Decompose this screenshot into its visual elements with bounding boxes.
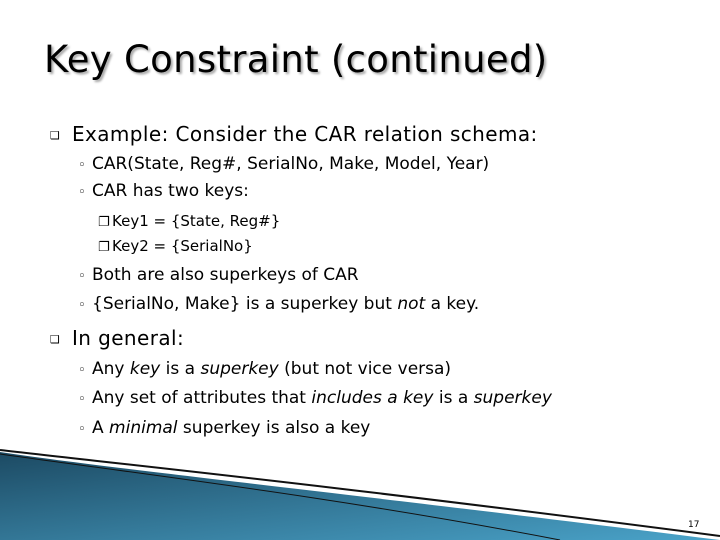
swoosh-shape <box>0 452 720 540</box>
sub-bullet-minimal-superkey <box>78 418 370 438</box>
emphasis-text: includes a key <box>311 388 434 408</box>
text-segment: Any <box>92 359 130 379</box>
text-segment: Any set of attributes that <box>92 388 312 408</box>
sub-bullet-text: CAR has two keys: <box>92 181 249 201</box>
text-segment: is a <box>433 388 474 408</box>
page-number: 17 <box>688 520 700 530</box>
sub-bullet-marker-icon: ◦ <box>78 185 86 200</box>
sub-bullet-marker-icon: ◦ <box>78 422 86 437</box>
bullet-marker-icon: ❑ <box>50 333 60 346</box>
decorative-swoosh <box>0 440 720 540</box>
text-segment: is a <box>160 359 201 379</box>
text-segment: a key. <box>425 294 480 314</box>
sub-bullet-marker-icon: ◦ <box>78 269 86 284</box>
emphasis-text: superkey <box>473 388 552 408</box>
sub-bullet-marker-icon: ◦ <box>78 363 86 378</box>
key-text: Key1 = {State, Reg#} <box>112 212 281 230</box>
key-item-1 <box>98 212 280 230</box>
sub-bullet-marker-icon: ◦ <box>78 392 86 407</box>
emphasis-text: key <box>129 359 161 379</box>
emphasis-text: not <box>397 294 426 314</box>
text-segment: {SerialNo, Make} is a superkey but <box>92 294 398 314</box>
text-segment: superkey is also a key <box>177 418 371 438</box>
sub-bullet-marker-icon: ◦ <box>78 298 86 313</box>
emphasis-text: superkey <box>200 359 279 379</box>
sub-bullet-text: Both are also superkeys of CAR <box>92 265 359 285</box>
key-item-2 <box>98 237 253 255</box>
key-marker-icon: ❐ <box>98 215 110 230</box>
sub-bullet-also-superkeys <box>78 265 359 285</box>
sub-bullet-includes-key <box>78 388 552 408</box>
sub-bullet-key-superkey <box>78 359 451 379</box>
sub-bullet-superkey-not-key <box>78 294 479 314</box>
sub-bullet-two-keys <box>78 181 249 201</box>
text-segment: A <box>92 418 110 438</box>
key-marker-icon: ❐ <box>98 240 110 255</box>
bullet-text: In general: <box>72 326 185 350</box>
sub-bullet-text: CAR(State, Reg#, SerialNo, Make, Model, Year) <box>92 154 490 174</box>
text-segment: (but not vice versa) <box>278 359 452 379</box>
sub-bullet-car-schema <box>78 154 489 174</box>
bullet-text: Example: Consider the CAR relation schema: <box>72 122 538 146</box>
emphasis-text: minimal <box>109 418 178 438</box>
bullet-marker-icon: ❑ <box>50 129 60 142</box>
page-title: Key Constraint (continued) <box>44 38 548 81</box>
key-text: Key2 = {SerialNo} <box>112 237 253 255</box>
sub-bullet-marker-icon: ◦ <box>78 158 86 173</box>
